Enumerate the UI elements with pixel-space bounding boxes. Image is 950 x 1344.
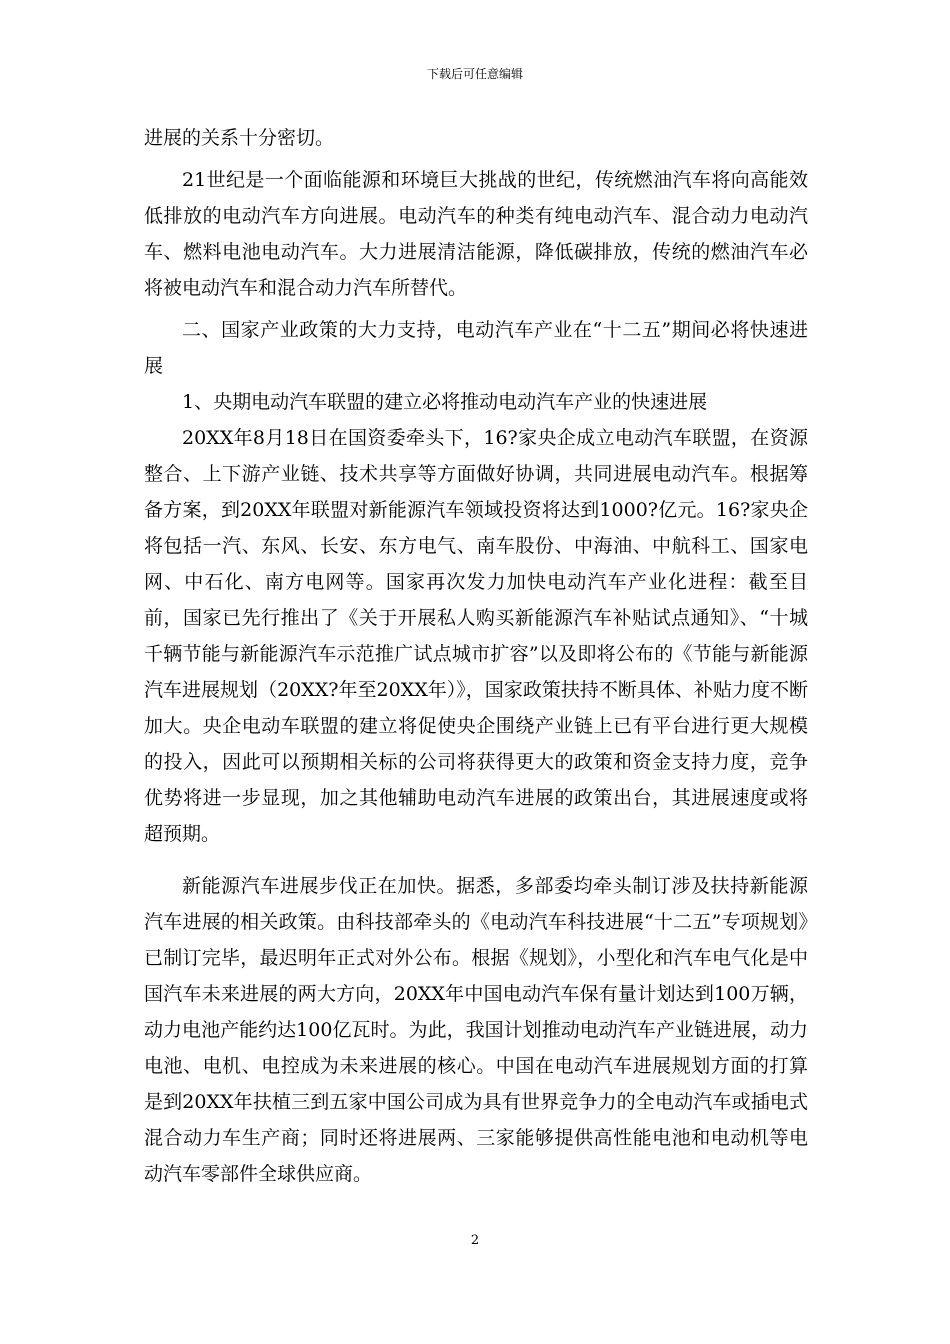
paragraph-alliance-details: 20XX年8月18日在国资委牵头下，16?家央企成立电动汽车联盟，在资源整合、上下游产业链、技术共享等方面做好协调，共同进展电动汽车。根据筹备方案，到20XX年联盟对新能源汽车领域投资将达到1000?亿元。16?家央企将包括一汽、东风、长安、东方电气、南车股份、中海油、中航科工、国家电网、中石化、南方电网等。国家再次发力加快电动汽车产业化进程：截至目前，国家已先行推出了《关于开展私人购买新能源汽车补贴试点通知》、“十城千辆节能与新能源汽车示范推广试点城市扩容”以及即将公布的《节能与新能源汽车进展规划（20XX?年至20XX年）》，国家政策扶持不断具体、补贴力度不断加大。央企电动车联盟的建立将促使央企围绕产业链上已有平台进行更大规模的投入，因此可以预期相关标的公司将获得更大的政策和资金支持力度，竞争优势将进一步显现，加之其他辅助电动汽车进展的政策出台，其进展速度或将超预期。 [144,427,808,845]
subsection-heading-alliance: 1、央期电动汽车联盟的建立必将推动电动汽车产业的快速进展 [182,391,708,413]
page-header: 下载后可任意编辑 [426,67,523,81]
paragraph-21st-century: 21世纪是一个面临能源和环境巨大挑战的世纪，传统燃油汽车将向高能效低排放的电动汽车方向进展。电动汽车的种类有纯电动汽车、混合动力电动汽车、燃料电池电动汽车。大力进展清洁能源，降低碳排放，传统的燃油汽车必将被电动汽车和混合动力汽车所替代。 [144,169,808,299]
document-body [144,120,808,1192]
paragraph-development-pace: 新能源汽车进展步伐正在加快。据悉，多部委均牵头制订涉及扶持新能源汽车进展的相关政策。由科技部牵头的《电动汽车科技进展“十二五”专项规划》已制订完毕，最迟明年正式对外公布。根据《规划》，小型化和汽车电气化是中国汽车未来进展的两大方向，20XX年中国电动汽车保有量计划达到100万辆，动力电池产能约达100亿瓦时。为此，我国计划推动电动汽车产业链进展，动力电池、电机、电控成为未来进展的核心。中国在电动汽车进展规划方面的打算是到20XX年扶植三到五家中国公司成为具有世界竞争力的全电动汽车或插电式混合动力车生产商；同时还将进展两、三家能够提供高性能电池和电动机等电动汽车零部件全球供应商。 [144,875,808,1185]
paragraph-continuation: 进展的关系十分密切。 [144,127,335,149]
page-number: 2 [470,1233,480,1248]
section-heading-policy-support: 二、国家产业政策的大力支持，电动汽车产业在“十二五”期间必将快速进展 [144,319,808,377]
